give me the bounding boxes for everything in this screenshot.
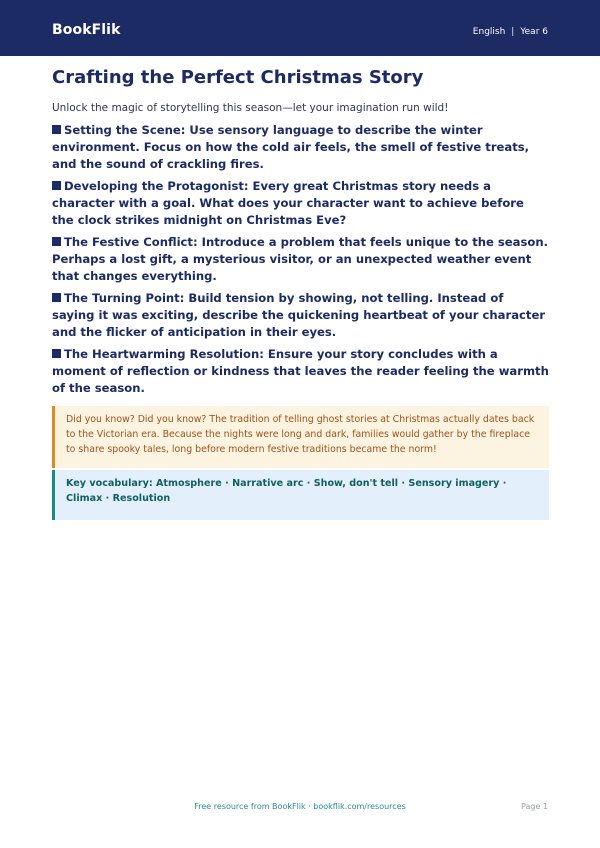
vocabulary-text: Key vocabulary: Atmosphere · Narrative arc · Show, don't tell · Sensory imagery · Climax · Resolution (66, 478, 507, 504)
main-content (52, 64, 549, 520)
page-title: Crafting the Perfect Christmas Story (52, 67, 424, 88)
page-number: Page 1 (521, 802, 548, 811)
header-meta (473, 27, 548, 37)
list-item-text: Setting the Scene: Use sensory language to describe the winter environment. Focus on how the cold air feels, the smell of festive treats, and the sound of crackling fires. (52, 123, 530, 171)
list-item (52, 234, 549, 285)
tips-list (52, 122, 549, 397)
square-bullet-icon (52, 237, 61, 246)
brand-logo-text[interactable]: BookFlik (52, 22, 121, 38)
list-item-text: Developing the Protagonist: Every great Christmas story needs a character with a goal. What does your character want to achieve before the clock strikes midnight on Christmas Eve? (52, 179, 524, 227)
year-label: Year 6 (520, 27, 548, 37)
footer-resource-link[interactable]: Free resource from BookFlik · bookflik.com/resources (194, 802, 406, 811)
list-item-text: The Heartwarming Resolution: Ensure your story concludes with a moment of reflection or kindness that leaves the reader feeling the warmth of the season. (52, 347, 549, 395)
square-bullet-icon (52, 349, 61, 358)
vocabulary-callout (52, 470, 549, 520)
list-item (52, 346, 549, 397)
list-item-text: The Festive Conflict: Introduce a problem that feels unique to the season. Perhaps a lost gift, a mysterious visitor, or an unexpected weather event that changes everything. (52, 235, 549, 283)
did-you-know-text: Did you know? Did you know? The tradition of telling ghost stories at Christmas actually dates back to the Victorian era. Because the nights were long and dark, families would gather by the fireplace to share spooky tales, long before modern festive traditions became the norm! (66, 414, 535, 455)
square-bullet-icon (52, 181, 61, 190)
subject-label: English (472, 27, 506, 37)
list-item-text: The Turning Point: Build tension by showing, not telling. Instead of saying it was exciting, describe the quickening heartbeat of your character and the flicker of anticipation in their eyes. (52, 291, 546, 339)
list-item (52, 122, 549, 173)
square-bullet-icon (52, 293, 61, 302)
square-bullet-icon (52, 125, 61, 134)
did-you-know-callout (52, 406, 549, 468)
list-item (52, 290, 549, 341)
header-bar (0, 0, 600, 56)
intro-text: Unlock the magic of storytelling this season—let your imagination run wild! (52, 102, 449, 114)
list-item (52, 178, 549, 229)
meta-separator: | (511, 27, 515, 37)
